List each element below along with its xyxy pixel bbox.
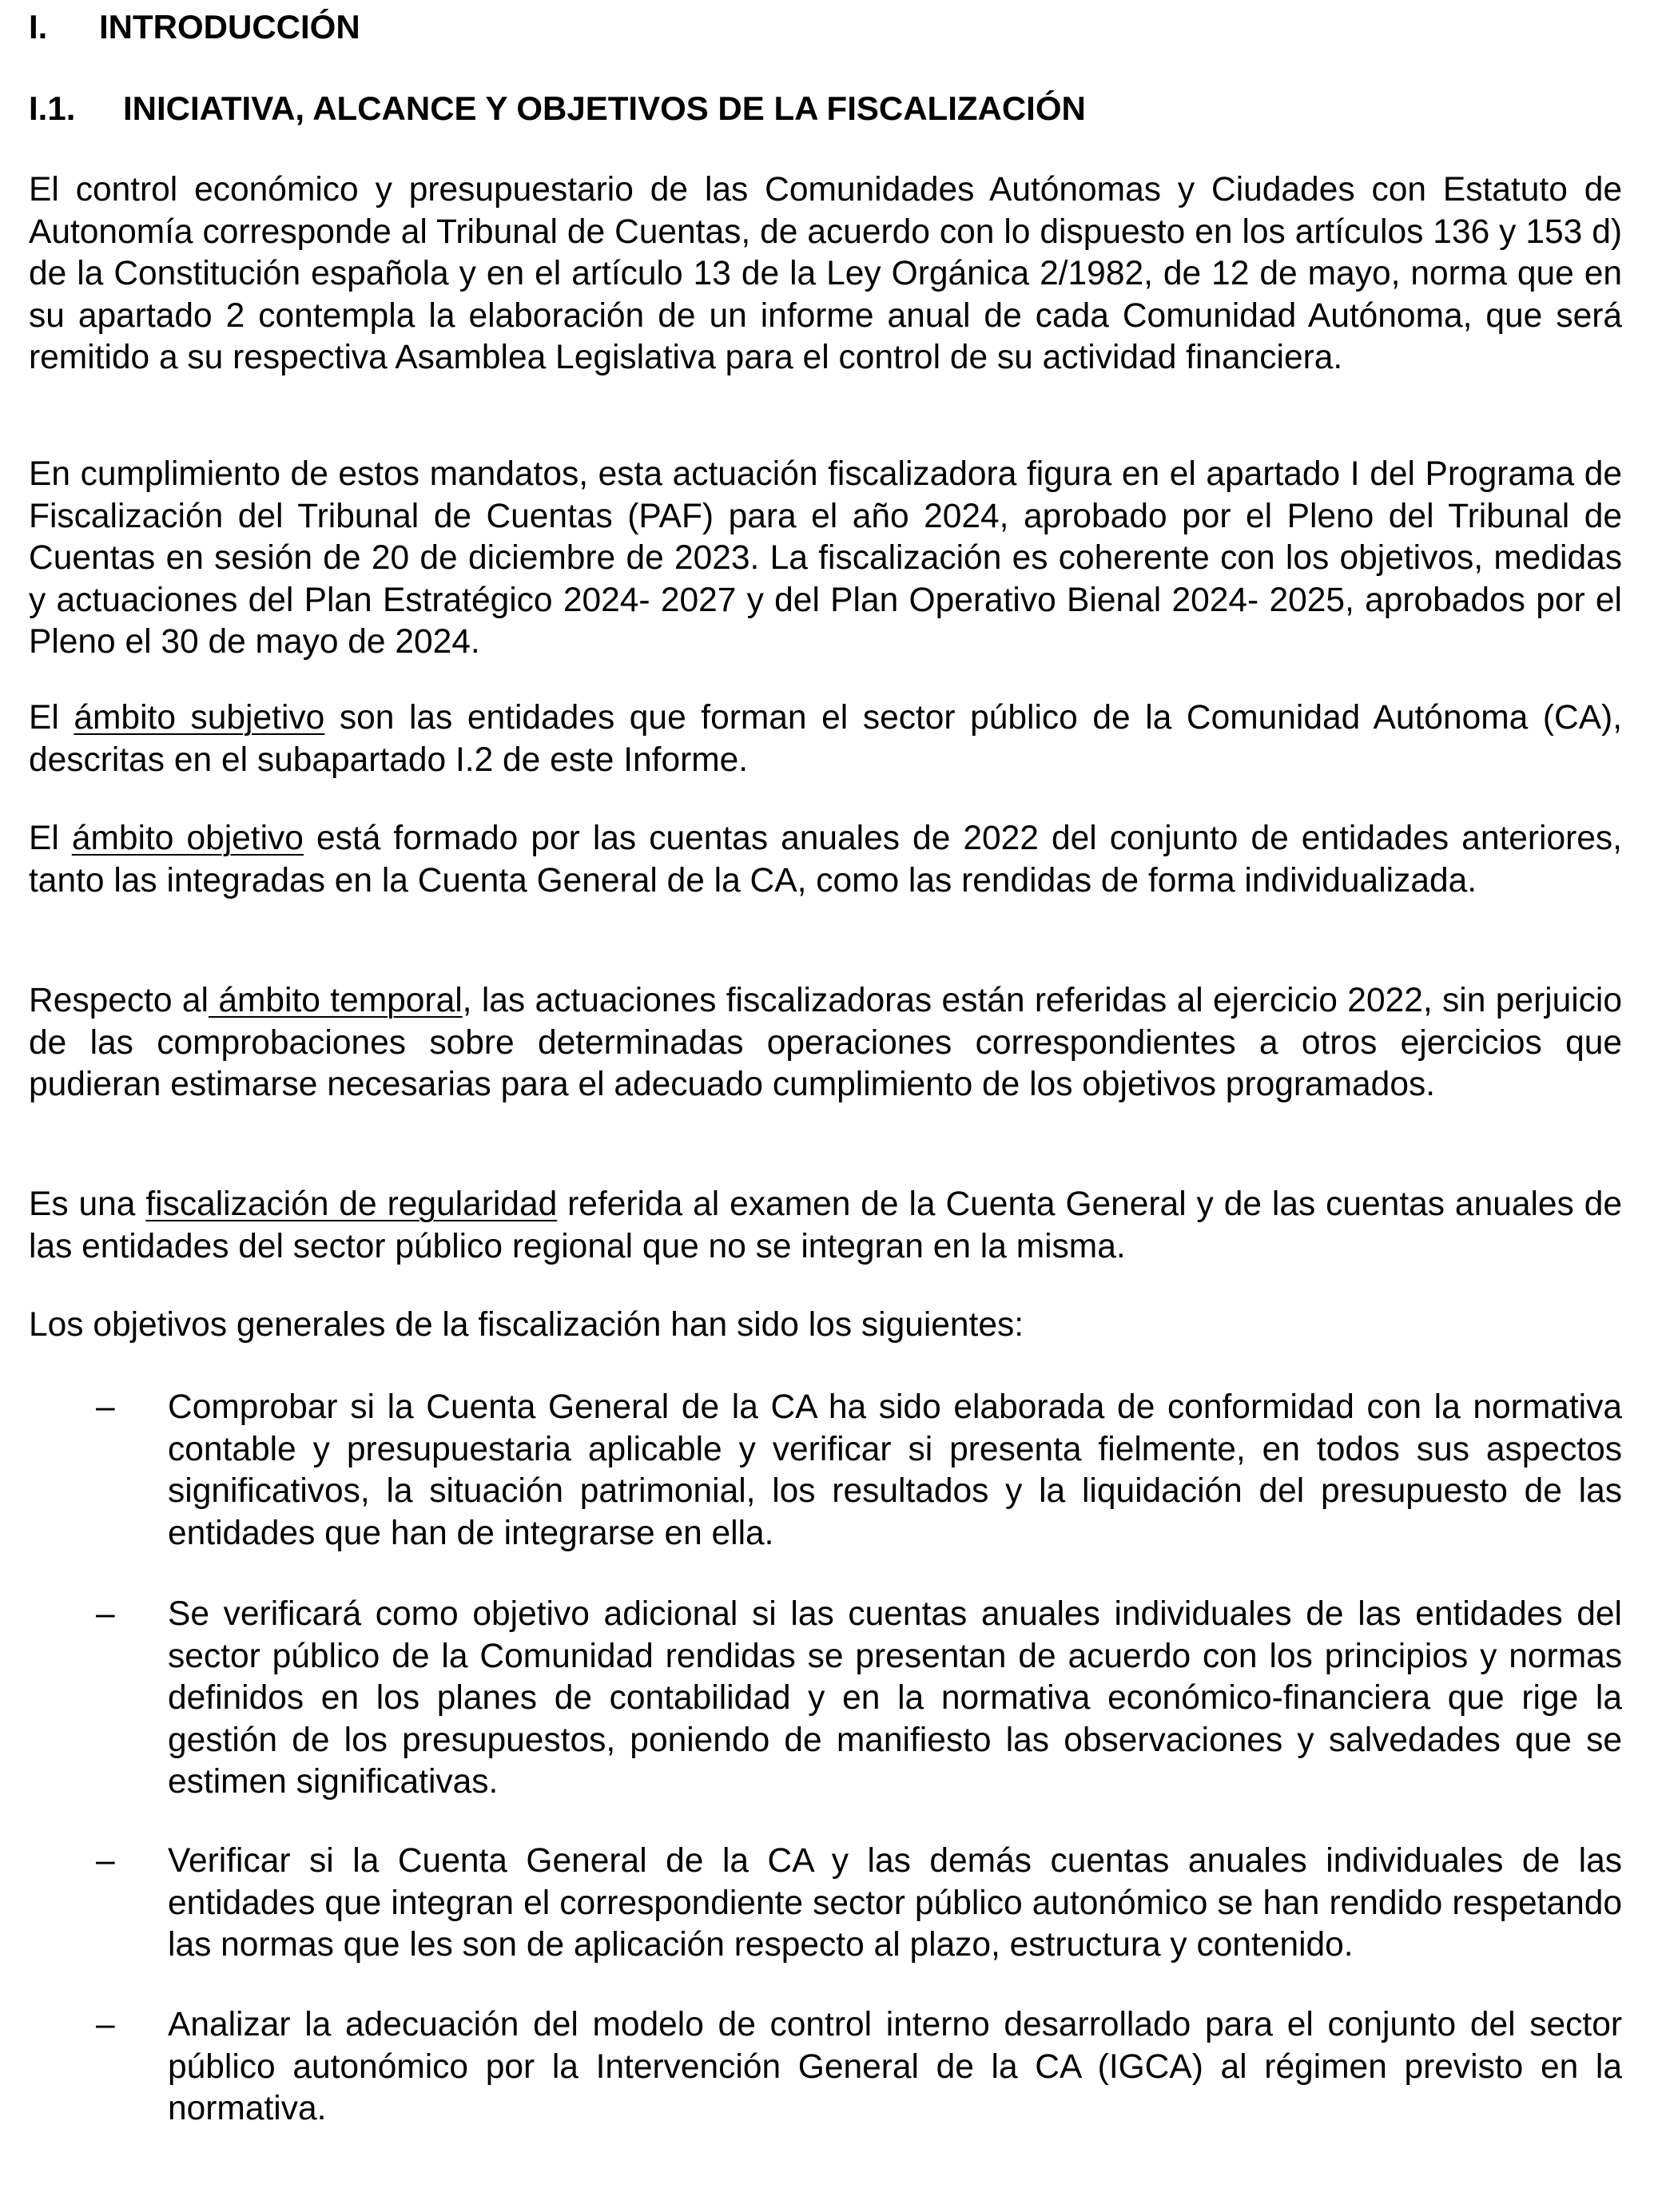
paragraph-ambito-temporal: [29, 980, 1622, 1106]
dash-bullet-icon: –: [96, 2006, 115, 2043]
list-item-text: Verificar si la Cuenta General de la CA y las demás cuentas anuales individuales de las entidades que integran el correspondiente sector público autonómico se han rendido respetando las normas que les son de aplicación respecto al plazo, estructura y contenido.: [168, 1842, 1622, 1964]
list-item-text: Comprobar si la Cuenta General de la CA ha sido elaborada de conformidad con la normativa contable y presupuestaria aplicable y verificar si presenta fielmente, en todos sus aspectos significativos, la situación patrimonial, los resultados y la liquidación del presupuesto de las entidades que han de integrarse en ella.: [168, 1388, 1622, 1552]
section-title: INTRODUCCIÓN: [99, 8, 360, 46]
list-item-text: Se verificará como objetivo adicional si las cuentas anuales individuales de las entidades del sector público de la Comunidad rendidas se presentan de acuerdo con los principios y normas definidos en los planes de contabilidad y en la normativa económico-financiera que rige la gestión de los presupuestos, poniendo de manifiesto las observaciones y salvedades que se estimen significativas.: [168, 1595, 1622, 1801]
paragraph-cumplimiento-mandatos: En cumplimiento de estos mandatos, esta actuación fiscalizadora figura en el apartado I del Programa de Fiscalización del Tribunal de Cuentas (PAF) para el año 2024, aprobado por el Pleno del Tribunal de Cuentas en sesión de 20 de diciembre de 2023. La fiscalización es coherente con los objetivos, medidas y actuaciones del Plan Estratégico 2024- 2027 y del Plan Operativo Bienal 2024- 2025, aprobados por el Pleno el 30 de mayo de 2024.: [29, 455, 1622, 661]
dash-bullet-icon: –: [96, 1595, 115, 1633]
paragraph-control-economico: El control económico y presupuestario de las Comunidades Autónomas y Ciudades con Estatuto de Autonomía corresponde al Tribunal de Cuentas, de acuerdo con lo dispuesto en los artículos 136 y 153 d) de la Constitución española y en el artículo 13 de la Ley Orgánica 2/1982, de 12 de mayo, norma que en su apartado 2 contempla la elaboración de un informe anual de cada Comunidad Autónoma, que será remitido a su respectiva Asamblea Legislativa para el control de su actividad financiera.: [29, 171, 1622, 376]
paragraph-objetivos-intro: Los objetivos generales de la fiscalización han sido los siguientes:: [29, 1306, 1024, 1344]
paragraph-text: , las actuaciones fiscalizadoras están referidas al ejercicio 2022, sin perjuicio de las comprobaciones sobre determinadas operaciones correspondientes a otros ejercicios que pudieran estimarse necesarias para el adecuado cumplimiento de los objetivos programados.: [29, 982, 1623, 1103]
section-heading: [29, 6, 360, 48]
dash-bullet-icon: –: [96, 1388, 115, 1426]
underlined-term: fiscalización de regularidad: [145, 1185, 558, 1223]
subsection-title: INICIATIVA, ALCANCE Y OBJETIVOS DE LA FISCALIZACIÓN: [123, 89, 1086, 127]
underlined-term: ámbito subjetivo: [74, 699, 325, 737]
paragraph-fiscalizacion-regularidad: [29, 1184, 1622, 1268]
section-number: I.: [29, 8, 48, 46]
list-item-text: Analizar la adecuación del modelo de control interno desarrollado para el conjunto del sector público autonómico por la Intervención General de la CA (IGCA) al régimen previsto en la normativa.: [168, 2006, 1622, 2127]
paragraph-ambito-objetivo: [29, 818, 1622, 902]
subsection-number: I.1.: [29, 89, 76, 127]
underlined-term: ámbito temporal: [209, 982, 463, 1019]
underlined-term: ámbito objetivo: [71, 820, 304, 857]
paragraph-ambito-subjetivo: [29, 697, 1622, 781]
subsection-heading: [29, 88, 1086, 129]
paragraph-text: El: [29, 820, 72, 857]
paragraph-text: El: [29, 699, 74, 737]
paragraph-text: son las entidades que forman el sector público de la Comunidad Autónoma (CA), descritas en el subapartado I.2 de este Informe.: [29, 699, 1622, 779]
paragraph-text: Respecto al: [29, 982, 209, 1019]
dash-bullet-icon: –: [96, 1842, 115, 1880]
paragraph-text: referida al examen de la Cuenta General y de las cuentas anuales de las entidades del sector público regional que no se integran en la misma.: [29, 1185, 1622, 1265]
paragraph-text: está formado por las cuentas anuales de 2022 del conjunto de entidades anteriores, tanto las integradas en la Cuenta General de la CA, como las rendidas de forma individualizada.: [29, 820, 1622, 899]
paragraph-text: Es una: [29, 1185, 146, 1223]
